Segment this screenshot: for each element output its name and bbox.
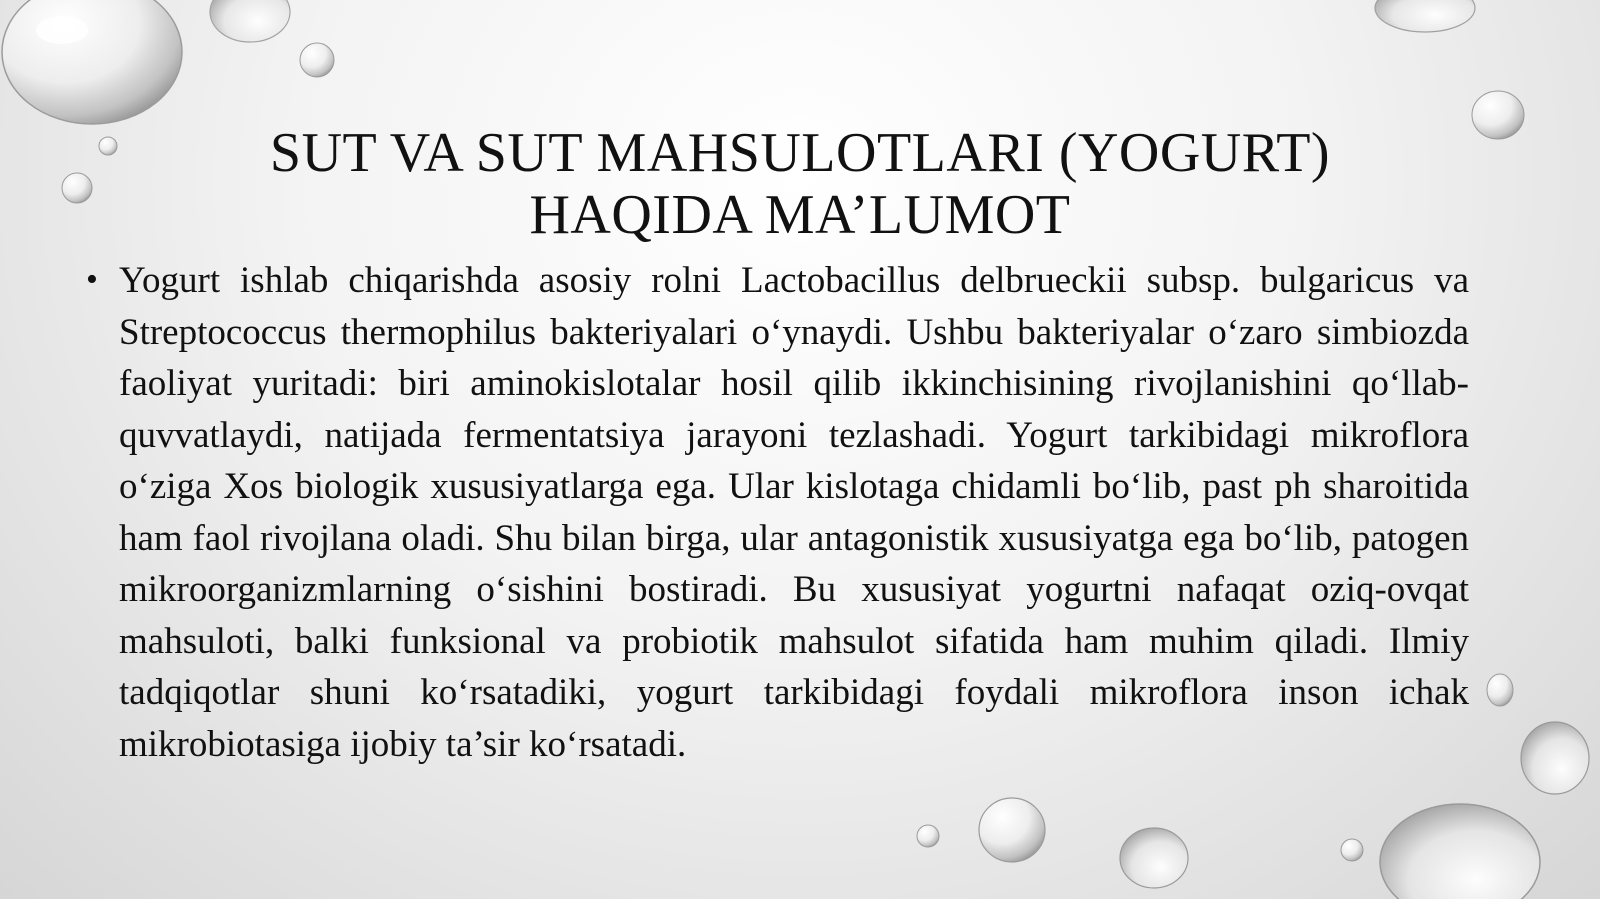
droplet-top-left-2 xyxy=(210,0,290,42)
droplet-small-2 xyxy=(99,137,117,155)
droplet-right-3 xyxy=(1521,722,1589,794)
bullet-item xyxy=(84,255,1469,770)
bullet-list xyxy=(84,255,1469,770)
droplet-bottom-2 xyxy=(979,798,1045,862)
slide-title-line-2: HAQIDA MA’LUMOT xyxy=(529,184,1071,246)
droplet-bottom-right-large xyxy=(1380,804,1540,899)
droplet-small-3 xyxy=(62,173,92,203)
bullet-text: Yogurt ishlab chiqarishda asosiy rolni Lactobacillus delbrueckii subsp. bulgaricus va Streptococcus thermophilus bakteriyalari o‘ynaydi. Ushbu bakteriyalar o‘zaro simbiozda faoliyat yuritadi: biri aminokislotalar hosil qilib ikkinchisining rivojlanishini qo‘llab-quvvatlaydi, natijada fermentatsiya jarayoni tezlashadi. Yogurt tarkibidagi mikroflora o‘ziga Xos biologik xususiyatlarga ega. Ular kislotaga chidamli bo‘lib, past ph sharoitida ham faol rivojlana oladi. Shu bilan birga, ular antagonistik xususiyatga ega bo‘lib, patogen mikroorganizmlarning o‘sishini bostiradi. Bu xususiyat yogurtni nafaqat oziq-ovqat mahsuloti, balki funksional va probiotik mahsulot sifatida ham muhim qiladi. Ilmiy tadqiqotlar shuni ko‘rsatadiki, yogurt tarkibidagi foydali mikroflora inson ichak mikrobiotasiga ijobiy ta’sir ko‘rsatadi. xyxy=(119,260,1469,765)
slide-title xyxy=(160,122,1440,246)
droplet-small-1 xyxy=(300,43,334,77)
droplet-bottom-1 xyxy=(917,825,939,847)
droplet-large-top-left xyxy=(2,0,182,124)
droplet-right-1 xyxy=(1472,91,1524,139)
slide-title-line-1: SUT VA SUT MAHSULOTLARI (YOGURT) xyxy=(269,122,1331,184)
droplet-bottom-4 xyxy=(1341,839,1363,861)
droplet-top-right xyxy=(1375,0,1475,32)
droplet-bottom-3 xyxy=(1120,828,1188,888)
bullet-marker: • xyxy=(86,261,98,298)
droplet-right-2 xyxy=(1487,674,1513,706)
